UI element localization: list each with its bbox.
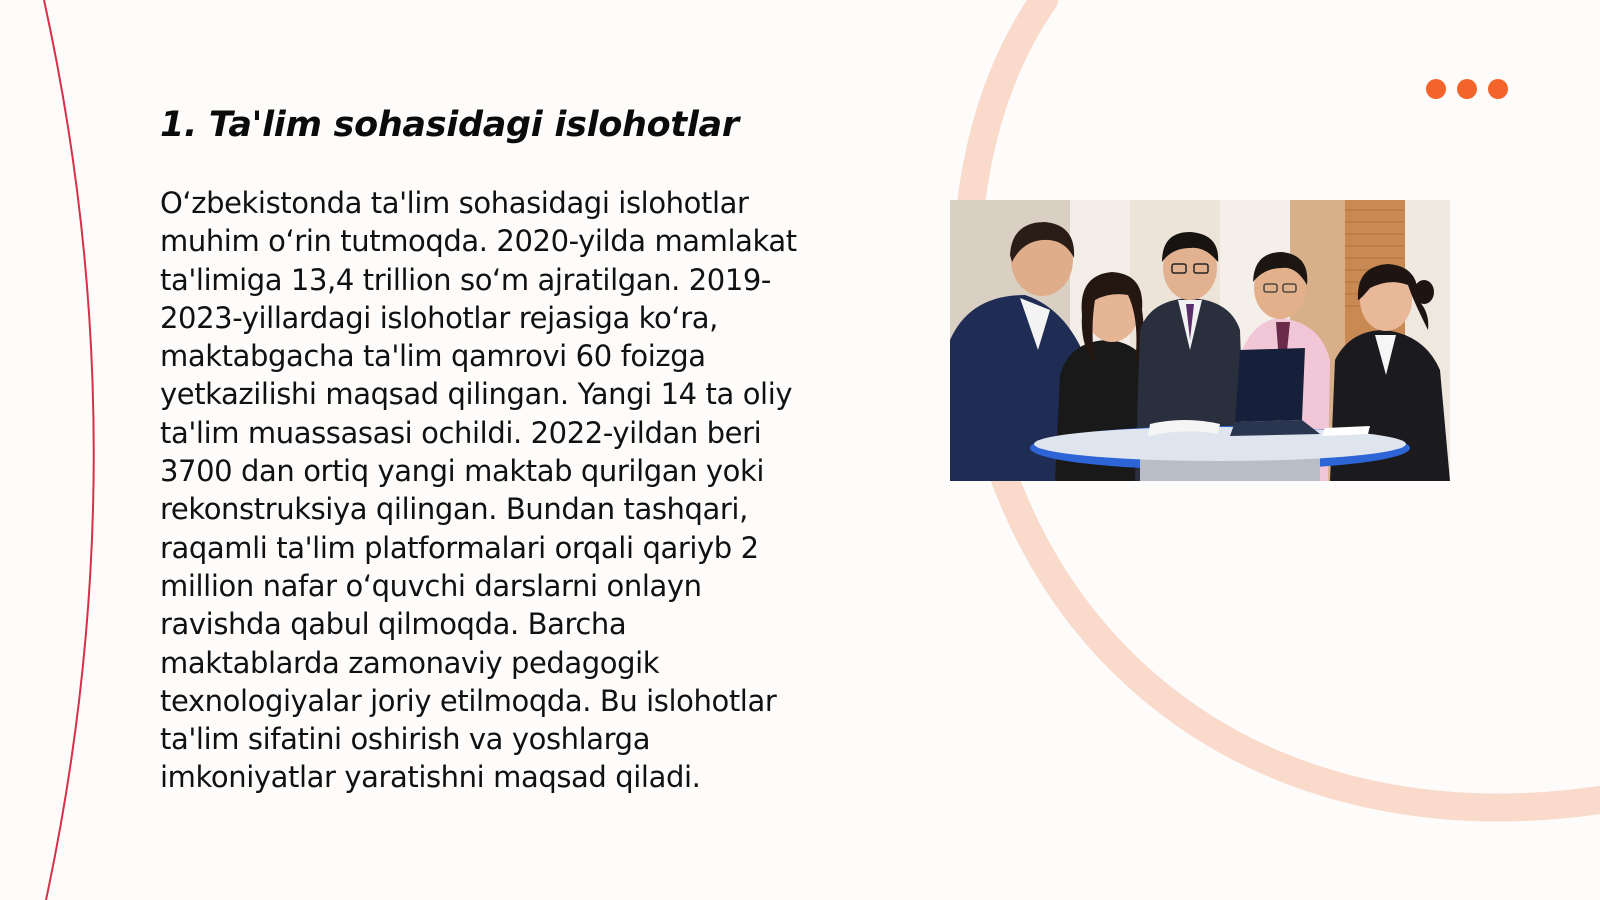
slide-title: 1. Ta'lim sohasidagi islohotlar — [160, 105, 739, 145]
body-line: maktablarda zamonaviy pedagogik — [160, 645, 660, 680]
body-line: ta'lim muassasasi ochildi. 2022-yildan beri — [160, 415, 762, 450]
body-line: texnologiyalar joriy etilmoqda. Bu islohotlar — [160, 683, 777, 718]
body-line: yetkazilishi maqsad qilingan. Yangi 14 ta oliy — [160, 377, 793, 412]
body-line: maktabgacha ta'lim qamrovi 60 foizga — [160, 339, 706, 374]
body-line: imkoniyatlar yaratishni maqsad qiladi. — [160, 760, 701, 795]
body-line: million nafar o‘quvchi darslarni onlayn — [160, 568, 702, 603]
dot — [1426, 79, 1446, 99]
body-line: ta'limiga 13,4 trillion so‘m ajratilgan. 2019- — [160, 262, 771, 297]
body-line: 2023-yillardagi islohotlar rejasiga ko‘ra, — [160, 300, 718, 335]
body-line: rekonstruksiya qilingan. Bundan tashqari, — [160, 492, 748, 527]
students-photo — [950, 200, 1450, 481]
body-line: ravishda qabul qilmoqda. Barcha — [160, 607, 627, 642]
body-line: muhim o‘rin tutmoqda. 2020-yilda mamlakat — [160, 224, 797, 259]
body-line: raqamli ta'lim platformalari orqali qariyb 2 — [160, 530, 759, 565]
body-line: 3700 dan ortiq yangi maktab qurilgan yoki — [160, 454, 765, 489]
left-accent-line — [44, 0, 94, 900]
body-line: ta'lim sifatini oshirish va yoshlarga — [160, 722, 651, 757]
body-line: O‘zbekistonda ta'lim sohasidagi islohotlar — [160, 186, 749, 220]
dot — [1457, 79, 1477, 99]
dot — [1488, 79, 1508, 99]
body-paragraph — [160, 184, 840, 797]
more-horizontal-dots-icon[interactable] — [1426, 79, 1508, 99]
